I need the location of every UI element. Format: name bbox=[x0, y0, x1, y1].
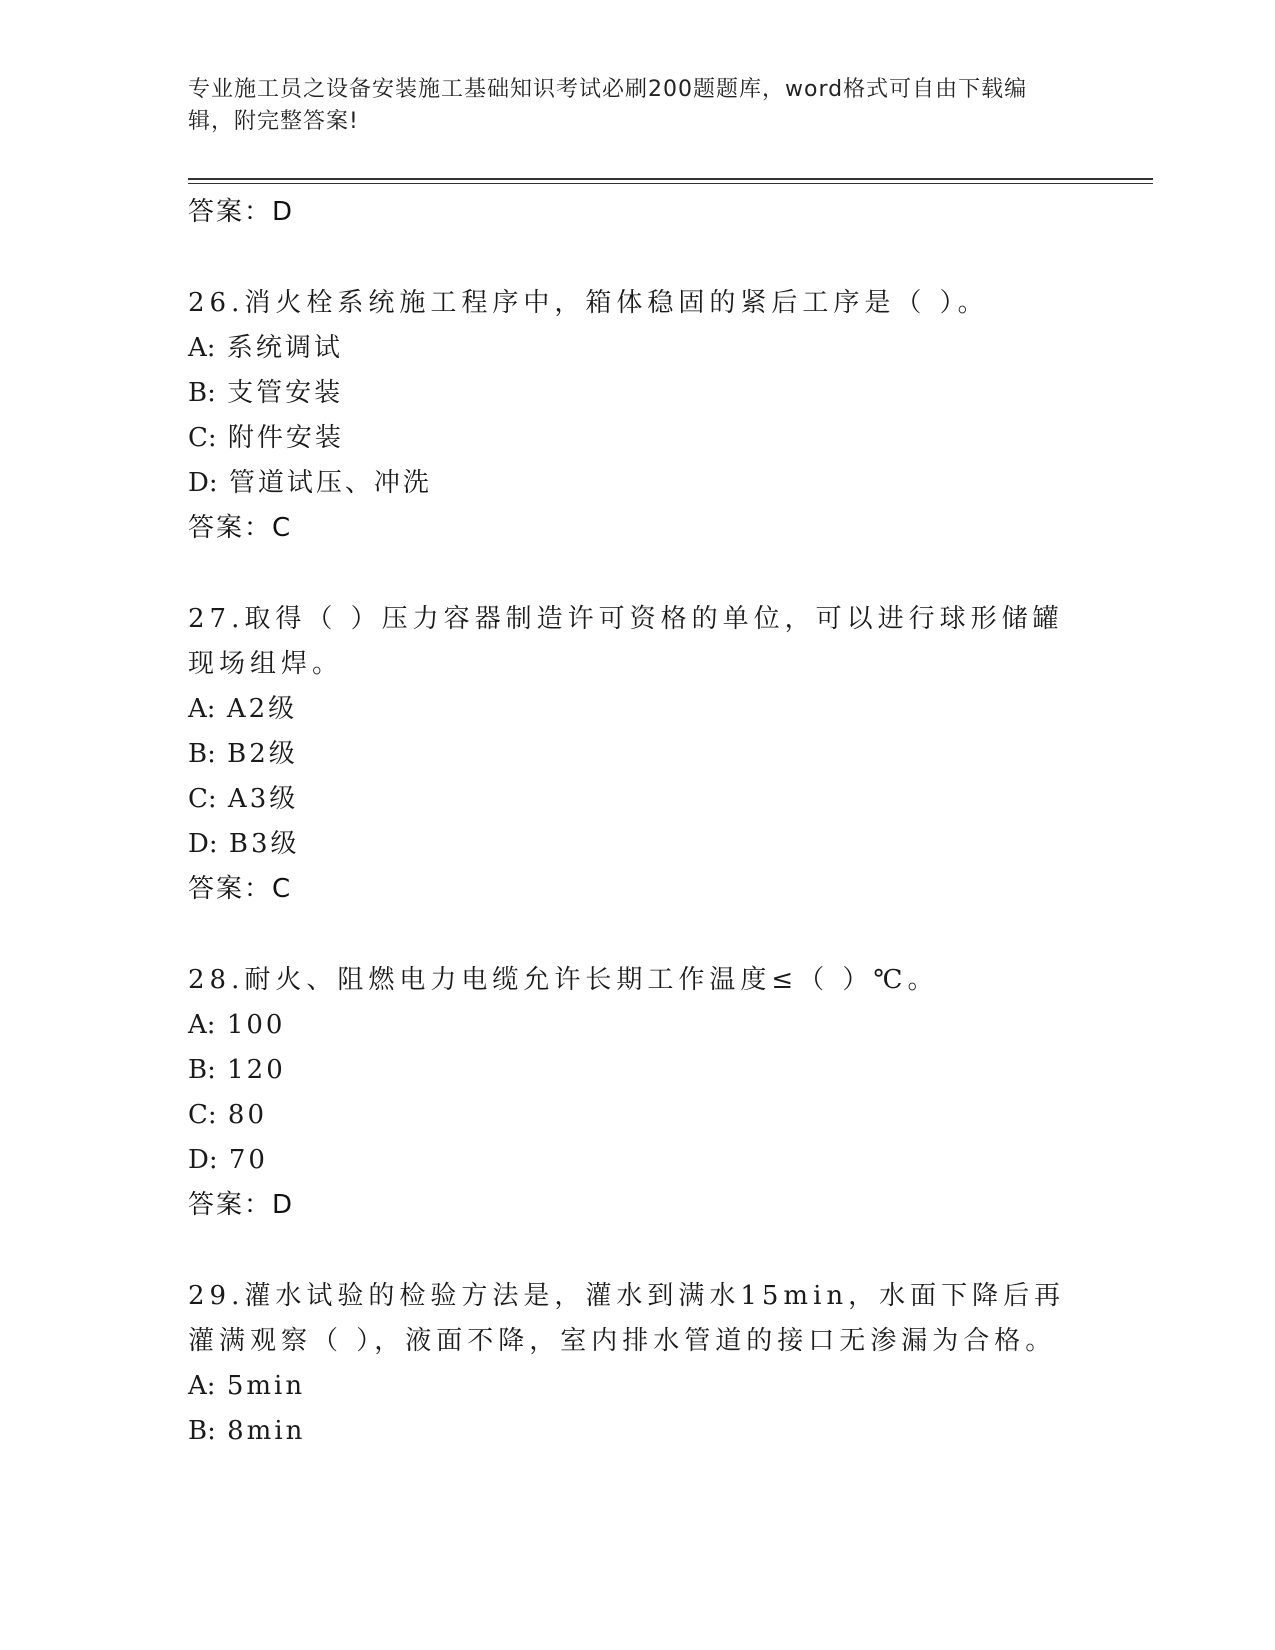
option-text: 70 bbox=[228, 1145, 268, 1175]
question-28-option-c bbox=[188, 1093, 1088, 1138]
answer-line-25: 答案：D bbox=[188, 197, 295, 227]
option-text: 100 bbox=[226, 1010, 286, 1040]
question-26-option-c bbox=[188, 416, 1088, 461]
question-list bbox=[188, 190, 1088, 1454]
option-text: A2级 bbox=[226, 694, 298, 724]
header-rule-thick bbox=[188, 178, 1153, 180]
question-28-answer: 答案：D bbox=[188, 1190, 295, 1220]
question-28-option-a bbox=[188, 1003, 1088, 1048]
option-key: A: bbox=[188, 694, 216, 724]
question-26-option-b bbox=[188, 371, 1088, 416]
option-text: 支管安装 bbox=[227, 378, 344, 408]
option-text: 系统调试 bbox=[226, 333, 343, 363]
question-29-option-b bbox=[188, 1409, 1088, 1454]
option-key: B: bbox=[188, 739, 216, 769]
option-key: D: bbox=[188, 468, 218, 498]
question-27-option-a bbox=[188, 687, 1088, 732]
question-29-stem: 29.灌水试验的检验方法是，灌水到满水15min，水面下降后再灌满观察（ ），液面不降，室内排水管道的接口无渗漏为合格。 bbox=[188, 1281, 1066, 1356]
option-text: 8min bbox=[227, 1416, 306, 1446]
question-27-option-d bbox=[188, 822, 1088, 867]
question-26-answer: 答案：C bbox=[188, 513, 293, 543]
option-key: D: bbox=[188, 1145, 218, 1175]
option-key: A: bbox=[188, 333, 216, 363]
question-27-option-c bbox=[188, 777, 1088, 822]
document-header-title: 专业施工员之设备安装施工基础知识考试必刷200题题库，word格式可自由下载编辑，附完整答案! bbox=[188, 77, 1028, 134]
option-key: A: bbox=[188, 1371, 216, 1401]
header-rule-thin bbox=[188, 183, 1153, 184]
question-26-stem: 26.消火栓系统施工程序中，箱体稳固的紧后工序是（ ）。 bbox=[188, 288, 989, 318]
option-key: C: bbox=[188, 784, 217, 814]
question-26-option-a bbox=[188, 326, 1088, 371]
question-27-answer: 答案：C bbox=[188, 874, 293, 904]
question-26-option-d bbox=[188, 461, 1088, 506]
question-28-option-b bbox=[188, 1048, 1088, 1093]
option-text: 5min bbox=[226, 1371, 306, 1401]
option-key: B: bbox=[188, 1055, 216, 1085]
option-text: B3级 bbox=[228, 829, 300, 859]
option-key: C: bbox=[188, 1100, 217, 1130]
option-text: 附件安装 bbox=[227, 423, 344, 453]
option-key: A: bbox=[188, 1010, 216, 1040]
option-key: C: bbox=[188, 423, 217, 453]
option-key: B: bbox=[188, 1416, 216, 1446]
question-28-stem: 28.耐火、阻燃电力电缆允许长期工作温度≤（ ）℃。 bbox=[188, 965, 939, 995]
option-key: D: bbox=[188, 829, 218, 859]
option-text: 120 bbox=[227, 1055, 286, 1085]
option-text: 80 bbox=[227, 1100, 268, 1130]
option-text: B2级 bbox=[227, 739, 298, 769]
question-29-option-a bbox=[188, 1364, 1088, 1409]
question-28-option-d bbox=[188, 1138, 1088, 1183]
option-key: B: bbox=[188, 378, 216, 408]
option-text: A3级 bbox=[227, 784, 299, 814]
question-27-stem: 27.取得（ ）压力容器制造许可资格的单位，可以进行球形储罐现场组焊。 bbox=[188, 604, 1064, 679]
question-27-option-b bbox=[188, 732, 1088, 777]
option-text: 管道试压、冲洗 bbox=[228, 468, 432, 498]
